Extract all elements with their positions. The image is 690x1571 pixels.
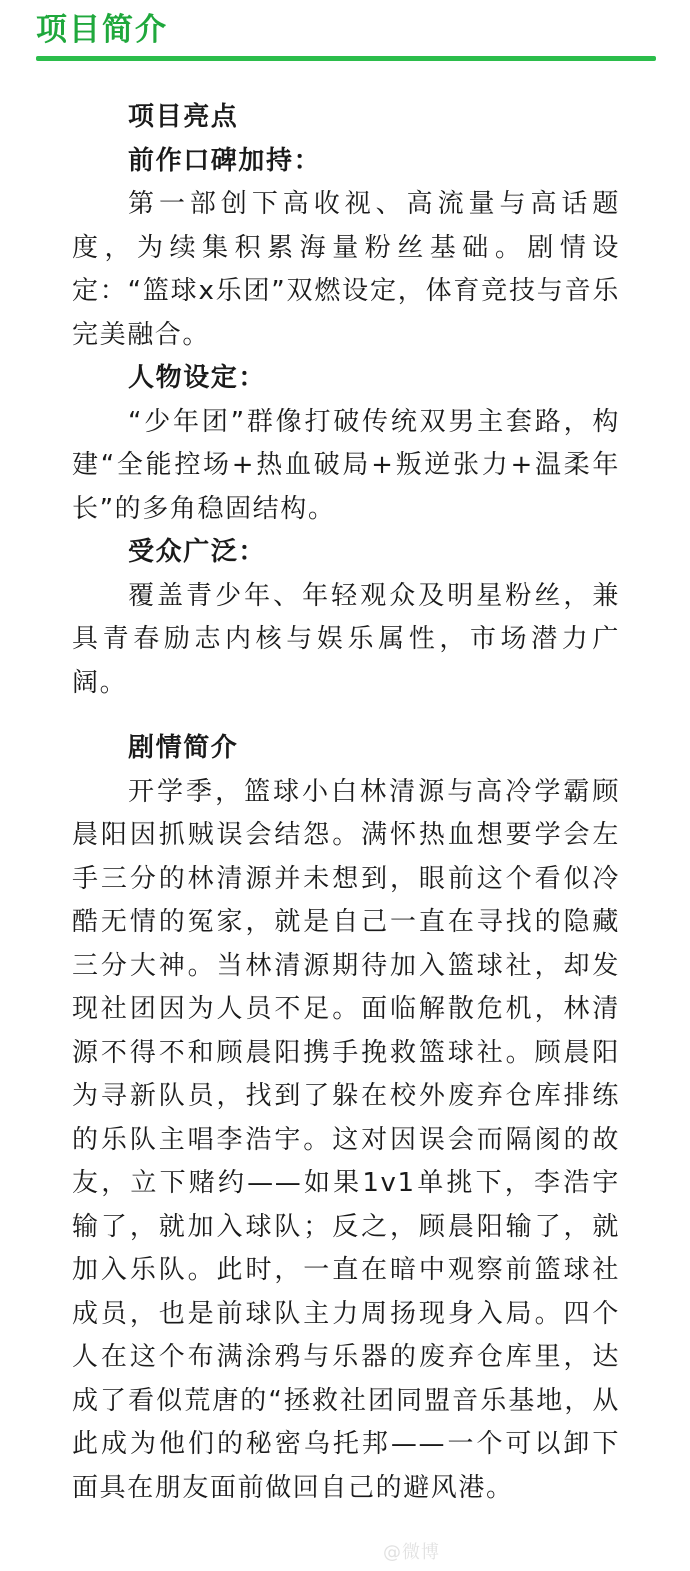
synopsis-text: 开学季，篮球小白林清源与高冷学霸顾晨阳因抓贼误会结怨。满怀热血想要学会左手三分的林清源并未想到，眼前这个看似冷酷无情的冤家，就是自己一直在寻找的隐藏三分大神。当林清源期待加入篮球社，却发现社团因为人员不足。面临解散危机，林清源不得不和顾晨阳携手挽救篮球社。顾晨阳为寻新队员，找到了躲在校外废弃仓库排练的乐队主唱李浩宇。这对因误会而隔阂的故友，立下赌约——如果1v1单挑下，李浩宇输了，就加入球队；反之，顾晨阳输了，就加入乐队。此时，一直在暗中观察前篮球社成员，也是前球队主力周扬现身入局。四个人在这个布满涂鸦与乐器的废弃仓库里，达成了看似荒唐的“拯救社团同盟音乐基地，从此成为他们的秘密乌托邦——一个可以卸下面具在朋友面前做回自己的避风港。 xyxy=(72,776,620,1503)
highlights-heading: 项目亮点 xyxy=(128,102,239,132)
watermark: @微博 xyxy=(383,1542,440,1563)
highlight-label-characters: 人物设定： xyxy=(128,363,267,393)
page-header xyxy=(36,8,656,61)
synopsis-heading: 剧情简介 xyxy=(128,733,239,763)
highlight-label-reputation: 前作口碑加持： xyxy=(128,145,322,176)
highlight-label-audience: 受众广泛： xyxy=(128,537,267,567)
page-title: 项目简介 xyxy=(36,12,168,48)
section-spacer xyxy=(72,705,620,727)
highlight-text-characters: “少年团”群像打破传统双男主套路，构建“全能控场+热血破局+叛逆张力+温柔年长”的多角稳固结构。 xyxy=(72,406,620,524)
highlight-text-reputation: 第一部创下高收视、高流量与高话题度，为续集积累海量粉丝基础。剧情设定：“篮球x乐团”双燃设定，体育竞技与音乐完美融合。 xyxy=(72,189,620,350)
article-body xyxy=(72,96,620,1510)
title-underline xyxy=(36,56,656,61)
highlight-text-audience: 覆盖青少年、年轻观众及明星粉丝，兼具青春励志内核与娱乐属性，市场潜力广阔。 xyxy=(72,580,620,698)
